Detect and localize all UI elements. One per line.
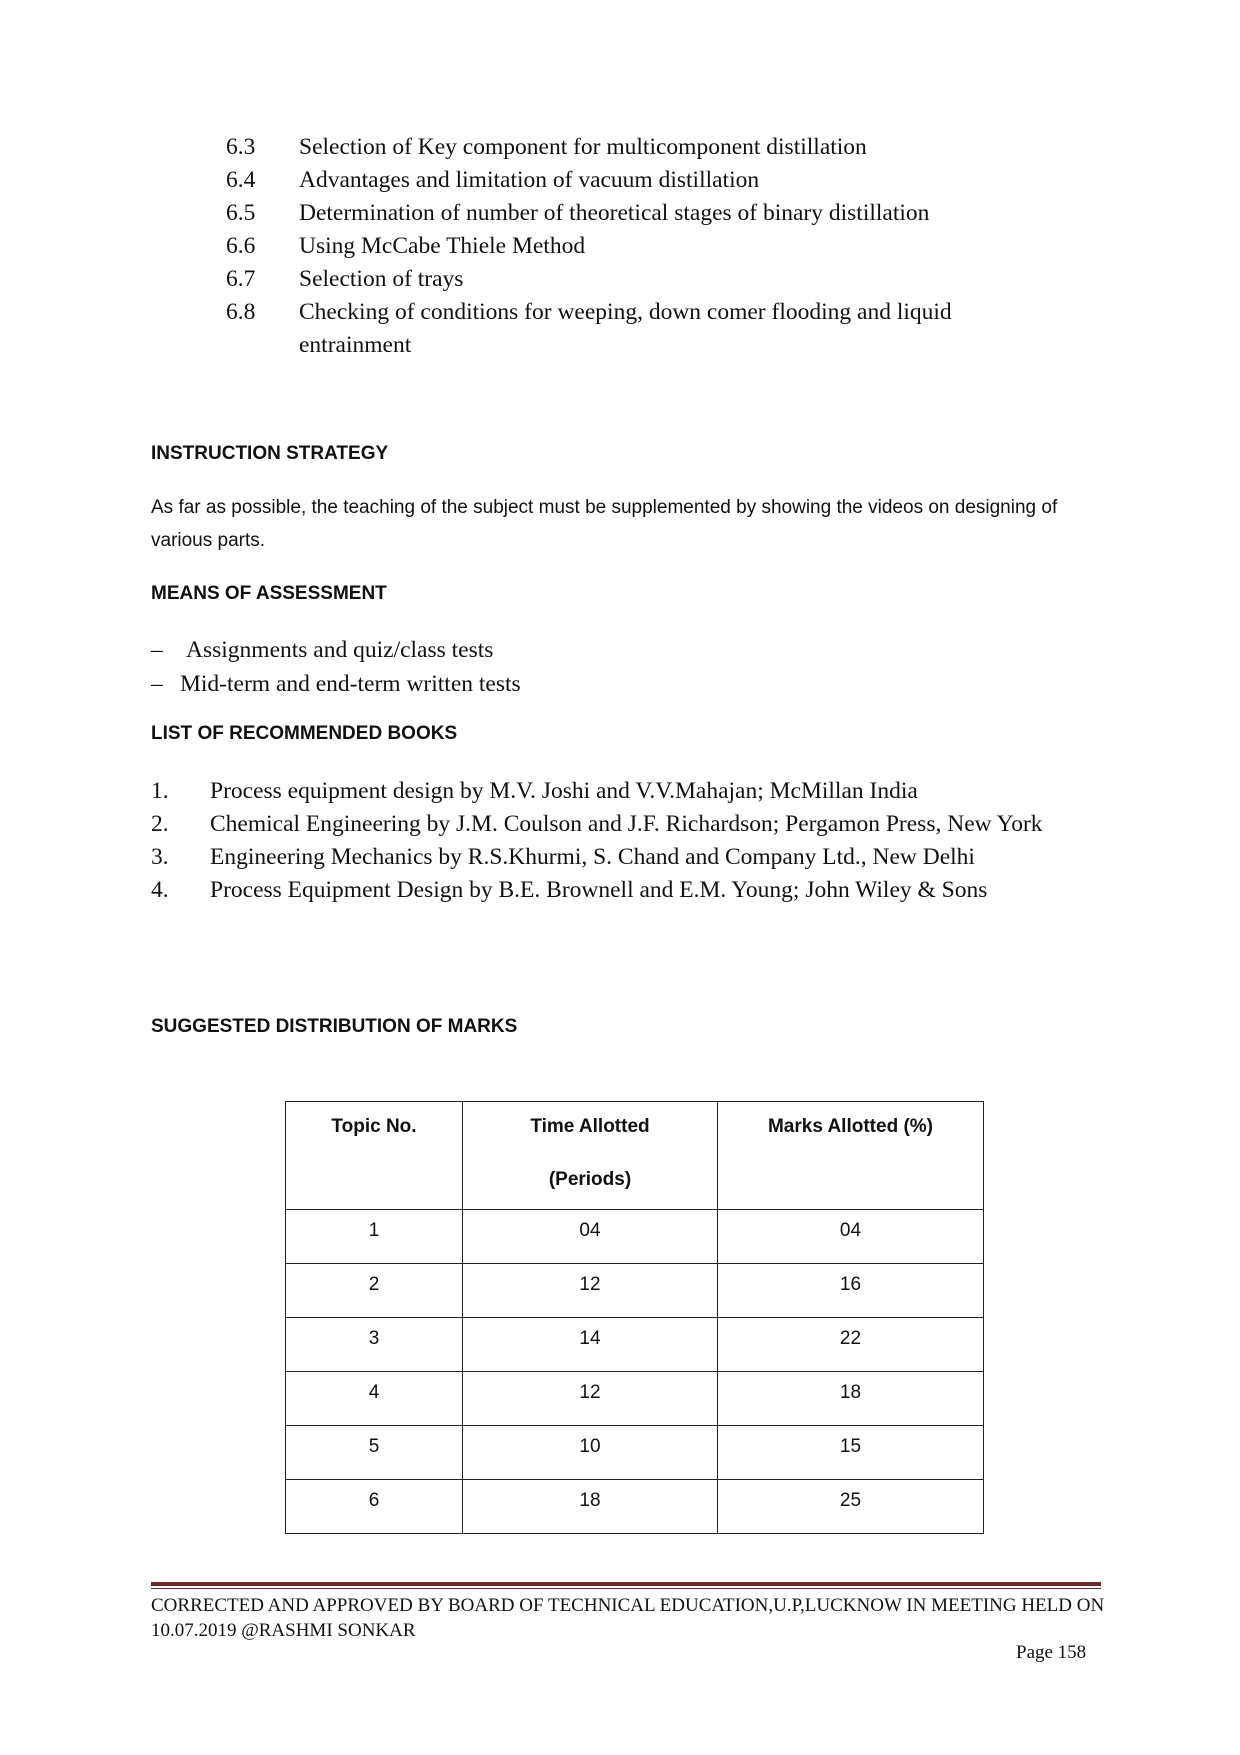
instruction-heading: INSTRUCTION STRATEGY xyxy=(151,443,389,464)
book-item xyxy=(151,808,1071,841)
subtopic-item xyxy=(226,164,1026,197)
assessment-item xyxy=(151,633,851,667)
dash-icon: – xyxy=(151,671,163,697)
cell-time: 04 xyxy=(463,1210,718,1264)
cell-topic: 5 xyxy=(286,1426,463,1480)
subtopic-item xyxy=(226,197,1026,230)
subtopic-item xyxy=(226,263,1026,296)
cell-marks: 25 xyxy=(718,1480,984,1534)
book-item xyxy=(151,841,1071,874)
cell-topic: 6 xyxy=(286,1480,463,1534)
book-text: Process Equipment Design by B.E. Brownell and E.M. Young; John Wiley & Sons xyxy=(210,877,988,903)
subtopic-item xyxy=(226,296,1026,362)
books-heading: LIST OF RECOMMENDED BOOKS xyxy=(151,723,458,744)
page-number: Page 158 xyxy=(1016,1642,1087,1663)
subtopic-number: 6.5 xyxy=(226,200,256,226)
footer-rule-thin xyxy=(151,1588,1101,1589)
book-item xyxy=(151,874,1071,907)
cell-topic: 3 xyxy=(286,1318,463,1372)
assessment-heading: MEANS OF ASSESSMENT xyxy=(151,583,387,604)
cell-topic: 1 xyxy=(286,1210,463,1264)
cell-marks: 04 xyxy=(718,1210,984,1264)
marks-table xyxy=(285,1101,984,1534)
book-item xyxy=(151,775,1071,808)
subtopic-text: Selection of Key component for multicomponent distillation xyxy=(299,134,867,160)
cell-topic: 4 xyxy=(286,1372,463,1426)
subtopic-number: 6.8 xyxy=(226,299,256,325)
cell-time: 12 xyxy=(463,1372,718,1426)
cell-marks: 15 xyxy=(718,1426,984,1480)
subtopic-number: 6.3 xyxy=(226,134,256,160)
header-time: Time Allotted (Periods) xyxy=(463,1102,718,1210)
book-number: 3. xyxy=(151,844,169,870)
subtopic-number: 6.7 xyxy=(226,266,256,292)
assessment-list xyxy=(151,633,851,701)
subtopic-text: Selection of trays xyxy=(299,266,464,292)
cell-marks: 22 xyxy=(718,1318,984,1372)
table-row xyxy=(286,1426,984,1480)
subtopic-number: 6.6 xyxy=(226,233,256,259)
table-row xyxy=(286,1372,984,1426)
assessment-item xyxy=(151,667,851,701)
book-number: 1. xyxy=(151,778,169,804)
cell-time: 10 xyxy=(463,1426,718,1480)
book-text: Process equipment design by M.V. Joshi and V.V.Mahajan; McMillan India xyxy=(210,778,918,804)
table-row xyxy=(286,1480,984,1534)
table-row xyxy=(286,1318,984,1372)
subtopic-text: Advantages and limitation of vacuum distillation xyxy=(299,167,760,193)
subtopic-text: Using McCabe Thiele Method xyxy=(299,233,586,259)
subtopic-text: Checking of conditions for weeping, down comer flooding and liquid entrainment xyxy=(299,299,952,358)
assessment-text: Assignments and quiz/class tests xyxy=(186,637,494,663)
cell-marks: 18 xyxy=(718,1372,984,1426)
marks-heading: SUGGESTED DISTRIBUTION OF MARKS xyxy=(151,1016,518,1037)
dash-icon: – xyxy=(151,637,163,663)
subtopic-item xyxy=(226,131,1026,164)
book-number: 2. xyxy=(151,811,169,837)
subtopic-item xyxy=(226,230,1026,263)
table-row xyxy=(286,1210,984,1264)
cell-marks: 16 xyxy=(718,1264,984,1318)
assessment-text: Mid-term and end-term written tests xyxy=(180,671,521,697)
header-marks: Marks Allotted (%) xyxy=(718,1102,984,1210)
cell-time: 18 xyxy=(463,1480,718,1534)
table-header-row xyxy=(286,1102,984,1210)
cell-topic: 2 xyxy=(286,1264,463,1318)
book-text: Engineering Mechanics by R.S.Khurmi, S. Chand and Company Ltd., New Delhi xyxy=(210,844,975,870)
footer-text: CORRECTED AND APPROVED BY BOARD OF TECHNICAL EDUCATION,U.P,LUCKNOW IN MEETING HELD ON 10.07.2019 @RASHMI SONKAR xyxy=(151,1595,1105,1641)
book-text: Chemical Engineering by J.M. Coulson and J.F. Richardson; Pergamon Press, New York xyxy=(210,811,1043,837)
footer-rule xyxy=(151,1582,1101,1586)
header-topic: Topic No. xyxy=(286,1102,463,1210)
subtopic-number: 6.4 xyxy=(226,167,256,193)
table-row xyxy=(286,1264,984,1318)
cell-time: 12 xyxy=(463,1264,718,1318)
instruction-text: As far as possible, the teaching of the subject must be supplemented by showing the videos on designing of various parts. xyxy=(151,497,1058,551)
subtopic-list xyxy=(226,131,1026,362)
cell-time: 14 xyxy=(463,1318,718,1372)
subtopic-text: Determination of number of theoretical stages of binary distillation xyxy=(299,200,930,226)
book-number: 4. xyxy=(151,877,169,903)
books-list xyxy=(151,775,1071,907)
